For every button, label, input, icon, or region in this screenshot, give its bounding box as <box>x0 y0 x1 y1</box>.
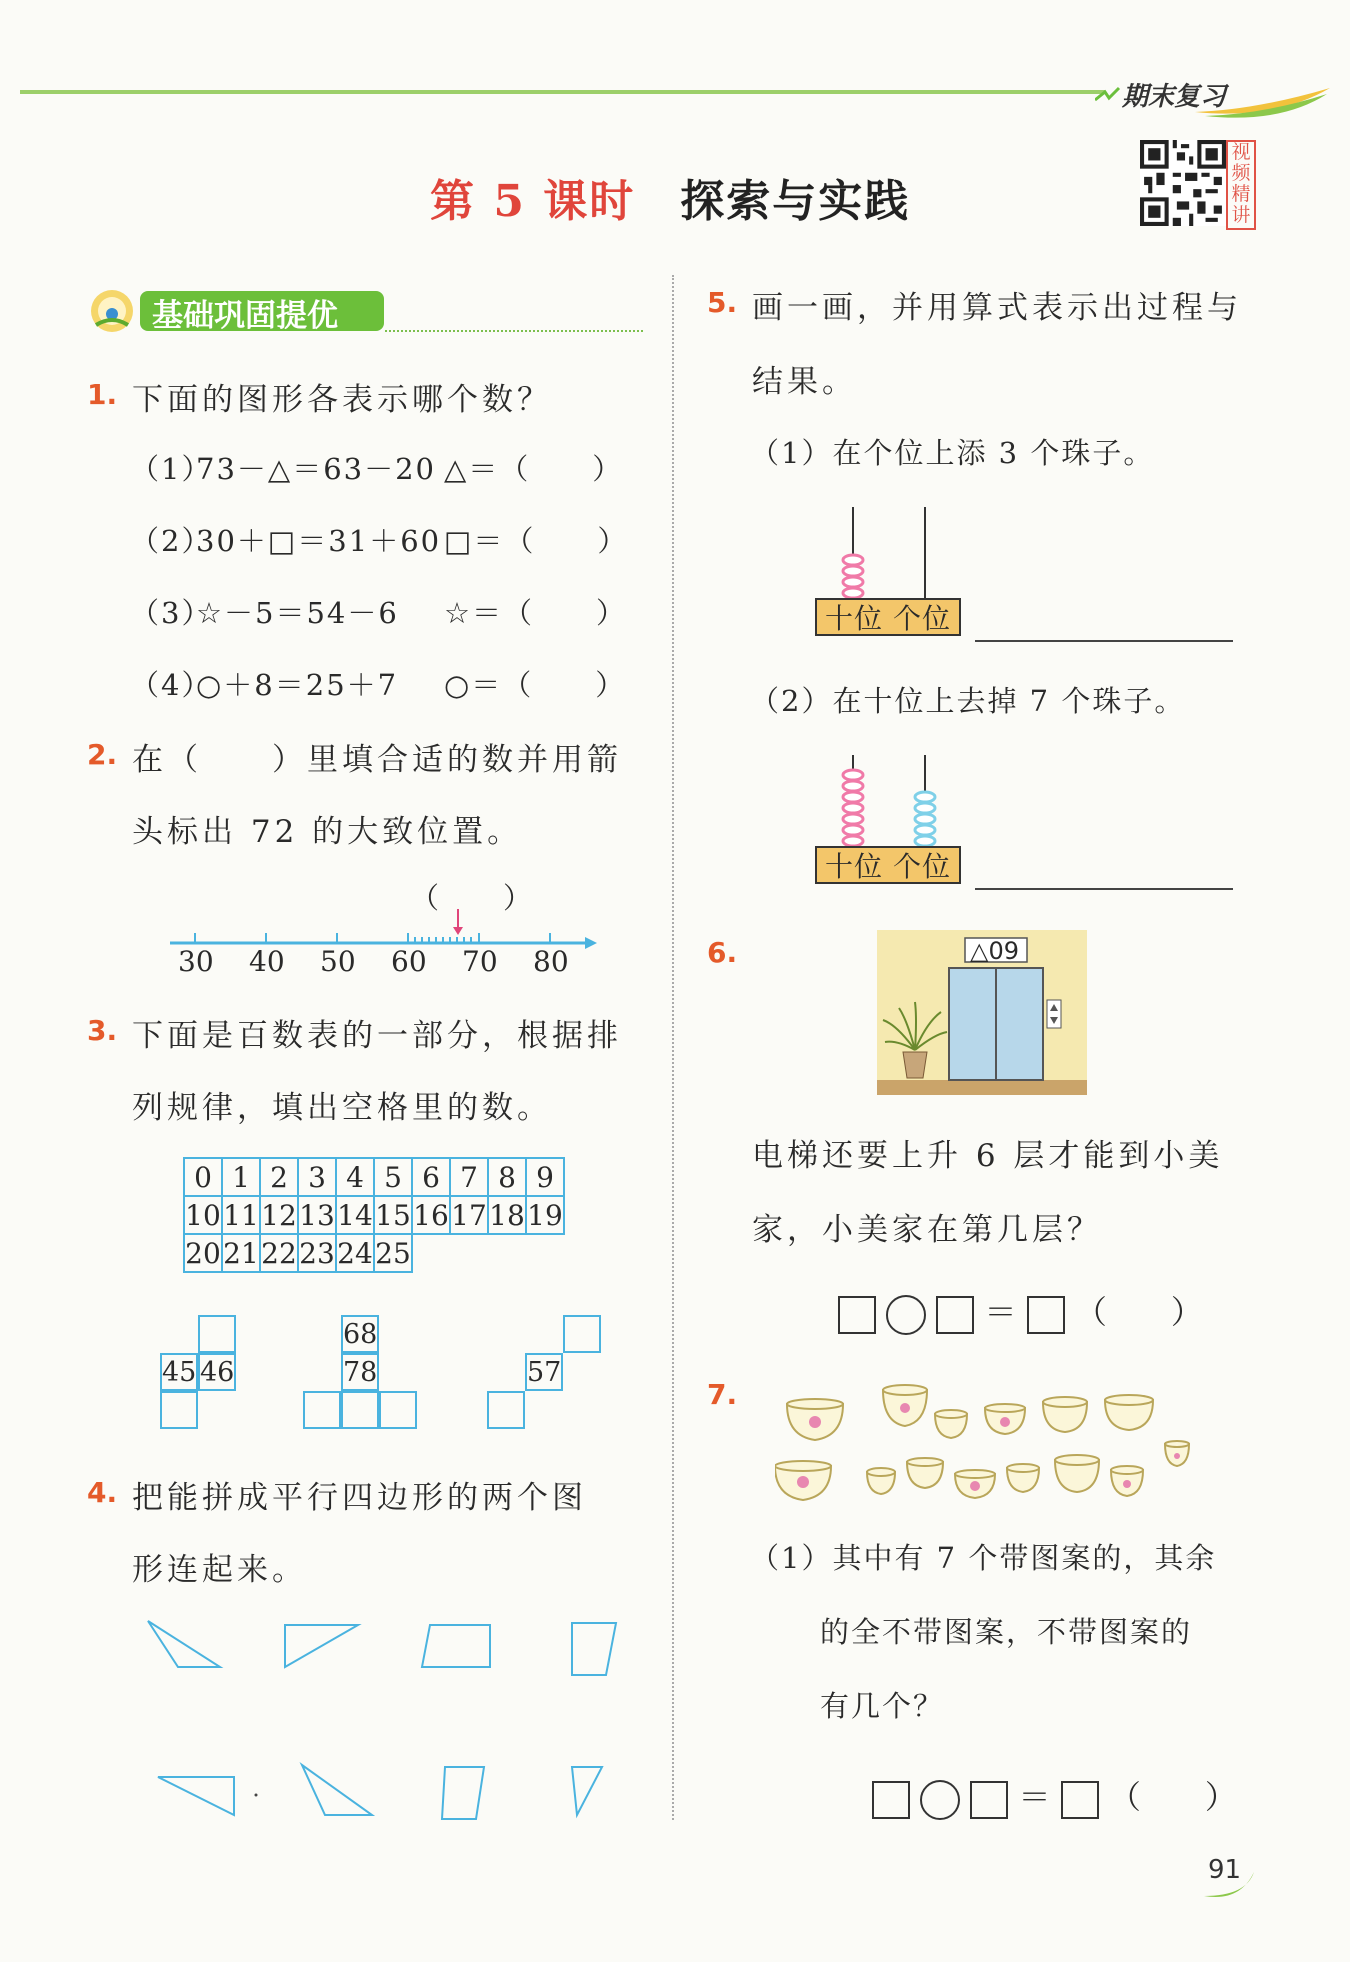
page-swoosh-icon <box>1200 1862 1260 1902</box>
abacus-bead <box>843 781 863 791</box>
hundred-cell: 25 <box>374 1234 412 1272</box>
q6-line1: 电梯还要上升 6 层才能到小美 <box>752 1138 1224 1174</box>
floor-display: △09 <box>970 937 1019 965</box>
equation-box[interactable] <box>936 1296 974 1334</box>
tick-60: 60 <box>391 945 427 978</box>
q1-text: 下面的图形各表示哪个数？ <box>132 382 552 418</box>
page-number: 91 <box>1208 1855 1242 1885</box>
abacus-place-labels: 十位 个位 <box>815 846 961 884</box>
answer-line[interactable] <box>975 640 1233 642</box>
fill-cell[interactable] <box>487 1391 525 1429</box>
abacus-bead <box>843 588 863 598</box>
abacus-bead <box>843 836 863 846</box>
hundred-cell: 0 <box>184 1158 222 1196</box>
trapezoid-shape <box>442 1767 484 1819</box>
hundred-cell: 15 <box>374 1196 412 1234</box>
hundred-cell: 21 <box>222 1234 260 1272</box>
hundred-cell: 22 <box>260 1234 298 1272</box>
q1-item3-expr: ☆－5＝54－6 <box>196 596 399 630</box>
hundred-cell: 6 <box>412 1158 450 1196</box>
hundred-cell: 13 <box>298 1196 336 1234</box>
q5-part2: （2）在十位上去掉 7 个珠子。 <box>750 684 1186 718</box>
abacus-2 <box>815 753 965 853</box>
fill-cell[interactable] <box>198 1315 236 1353</box>
page-title <box>430 165 910 229</box>
q7-number: 7. <box>707 1378 738 1411</box>
q5-line1: 画一画，并用算式表示出过程与 <box>752 290 1242 326</box>
abacus-place-labels: 十位 个位 <box>815 598 961 636</box>
q1-item2-index: （2） <box>130 524 213 558</box>
q5-line2: 结果。 <box>752 364 857 400</box>
hundred-cell: 11 <box>222 1196 260 1234</box>
hundred-cell: 17 <box>450 1196 488 1234</box>
abacus-bead <box>915 792 935 802</box>
hundred-cell: 20 <box>184 1234 222 1272</box>
section-name: 期末复习 <box>1122 82 1227 112</box>
lesson-number: 第 5 课时 <box>430 176 636 227</box>
q1-item3-index: （3） <box>130 596 213 630</box>
given-cell: 46 <box>198 1353 236 1391</box>
q1-number: 1. <box>87 378 118 411</box>
hundred-cell: 7 <box>450 1158 488 1196</box>
abacus-bead <box>843 555 863 565</box>
abacus-bead <box>843 825 863 835</box>
hundred-cell: 23 <box>298 1234 336 1272</box>
hundred-cell: 24 <box>336 1234 374 1272</box>
q7-line1: （1）其中有 7 个带图案的，其余 <box>750 1541 1217 1575</box>
abacus-ones-beads <box>915 792 935 846</box>
q1-item2-answer[interactable]: □＝（ ） <box>444 524 629 558</box>
triangle-shape <box>148 1621 220 1667</box>
abacus-bead <box>915 814 935 824</box>
q4-shapes <box>140 1615 630 1835</box>
q1-item1-answer[interactable]: △＝（ ） <box>444 452 624 486</box>
given-cell: 78 <box>341 1353 379 1391</box>
q1-item1-index: （1） <box>130 452 213 486</box>
fill-cell[interactable] <box>563 1315 601 1353</box>
hundred-cell: 8 <box>488 1158 526 1196</box>
q7-line2: 的全不带图案，不带图案的 <box>820 1615 1193 1649</box>
hundred-cell: 1 <box>222 1158 260 1196</box>
q1-item1-expr: 73－△＝63－20 <box>196 452 437 486</box>
hundred-row <box>184 1196 564 1234</box>
hundred-cell: 2 <box>260 1158 298 1196</box>
operator-circle[interactable] <box>920 1780 960 1820</box>
qr-label: 视频精讲 <box>1226 140 1256 230</box>
hundred-cell: 9 <box>526 1158 564 1196</box>
lesson-topic: 探索与实践 <box>680 176 911 227</box>
abacus-bead <box>843 770 863 780</box>
badge-label: 基础巩固提优 <box>152 298 338 334</box>
q3-number: 3. <box>87 1014 118 1047</box>
q2-blank[interactable]: （ ） <box>410 881 535 915</box>
unit-blank[interactable]: （ ） <box>1108 1778 1237 1816</box>
hundred-cell: 5 <box>374 1158 412 1196</box>
q3-line2: 列规律，填出空格里的数。 <box>132 1090 552 1126</box>
hundred-cell: 10 <box>184 1196 222 1234</box>
hundred-cell: 3 <box>298 1158 336 1196</box>
equation-box[interactable] <box>838 1296 876 1334</box>
q6-number: 6. <box>707 936 738 969</box>
operator-circle[interactable] <box>886 1295 926 1335</box>
hundred-cell: 19 <box>526 1196 564 1234</box>
q4-line2: 形连起来。 <box>132 1552 307 1588</box>
triangle-shape <box>158 1777 234 1815</box>
q7-line3: 有几个？ <box>820 1689 945 1723</box>
hundred-cell: 14 <box>336 1196 374 1234</box>
q5-number: 5. <box>707 286 738 319</box>
q1-item4-expr: ○＋8＝25＋7 <box>196 668 399 702</box>
fill-cell[interactable] <box>303 1391 341 1429</box>
tick-70: 70 <box>462 945 498 978</box>
fill-cell[interactable] <box>341 1391 379 1429</box>
badge-dotted-rule <box>385 330 643 332</box>
given-cell: 68 <box>341 1315 379 1353</box>
hundred-cell: 16 <box>412 1196 450 1234</box>
abacus-1 <box>815 505 965 605</box>
abacus-bead <box>843 792 863 802</box>
hundred-row <box>184 1158 564 1196</box>
trapezoid-shape <box>422 1625 490 1667</box>
unit-blank[interactable]: （ ） <box>1074 1293 1203 1331</box>
abacus-bead <box>915 836 935 846</box>
hundred-cell: 12 <box>260 1196 298 1234</box>
q5-part1: （1）在个位上添 3 个珠子。 <box>750 436 1155 470</box>
tick-30: 30 <box>178 945 214 978</box>
equation-box[interactable] <box>1061 1781 1099 1819</box>
fill-cell[interactable] <box>379 1391 417 1429</box>
q3-line1: 下面是百数表的一部分，根据排 <box>132 1018 622 1054</box>
header-rule <box>20 90 1105 94</box>
triangle-shape <box>285 1625 358 1667</box>
tick-80: 80 <box>533 945 569 978</box>
given-cell: 57 <box>525 1353 563 1391</box>
column-divider <box>672 275 674 1820</box>
abacus-bead <box>843 803 863 813</box>
q4-line1: 把能拼成平行四边形的两个图 <box>132 1480 587 1516</box>
abacus-tens-beads <box>843 555 863 598</box>
abacus-bead <box>843 566 863 576</box>
q2-number: 2. <box>87 738 118 771</box>
abacus-tens-beads <box>843 770 863 846</box>
hundred-cell: 4 <box>336 1158 374 1196</box>
tick-40: 40 <box>249 945 285 978</box>
abacus-bead <box>915 803 935 813</box>
abacus-bead <box>915 825 935 835</box>
hundred-chart <box>183 1157 565 1273</box>
equation-box[interactable] <box>872 1781 910 1819</box>
triangle-shape <box>572 1767 602 1815</box>
q6-equation: ＝ （ ） <box>838 1287 1203 1335</box>
q1-item4-answer[interactable]: ○＝（ ） <box>444 668 627 702</box>
q1-item3-answer[interactable]: ☆＝（ ） <box>444 596 627 630</box>
abacus-bead <box>843 577 863 587</box>
q1-item2-expr: 30＋□＝31＋60 <box>196 524 442 558</box>
q2-line2: 头标出 72 的大致位置。 <box>132 814 523 850</box>
tick-50: 50 <box>320 945 356 978</box>
q4-number: 4. <box>87 1476 118 1509</box>
triangle-shape <box>302 1765 372 1815</box>
q2-line1: 在（ ）里填合适的数并用箭 <box>132 742 622 778</box>
given-cell: 45 <box>160 1353 198 1391</box>
equation-box[interactable] <box>1027 1296 1065 1334</box>
trapezoid-shape <box>572 1623 616 1675</box>
abacus-bead <box>843 814 863 824</box>
q6-line2: 家，小美家在第几层？ <box>752 1212 1102 1248</box>
q1-item4-index: （4） <box>130 668 213 702</box>
qr-code-icon[interactable] <box>1140 140 1226 226</box>
q7-equation: ＝ （ ） <box>872 1772 1237 1820</box>
answer-line[interactable] <box>975 888 1233 890</box>
hundred-row <box>184 1234 564 1272</box>
cups-illustration <box>775 1370 1195 1510</box>
fill-cell[interactable] <box>160 1391 198 1429</box>
hundred-cell: 18 <box>488 1196 526 1234</box>
equation-box[interactable] <box>970 1781 1008 1819</box>
